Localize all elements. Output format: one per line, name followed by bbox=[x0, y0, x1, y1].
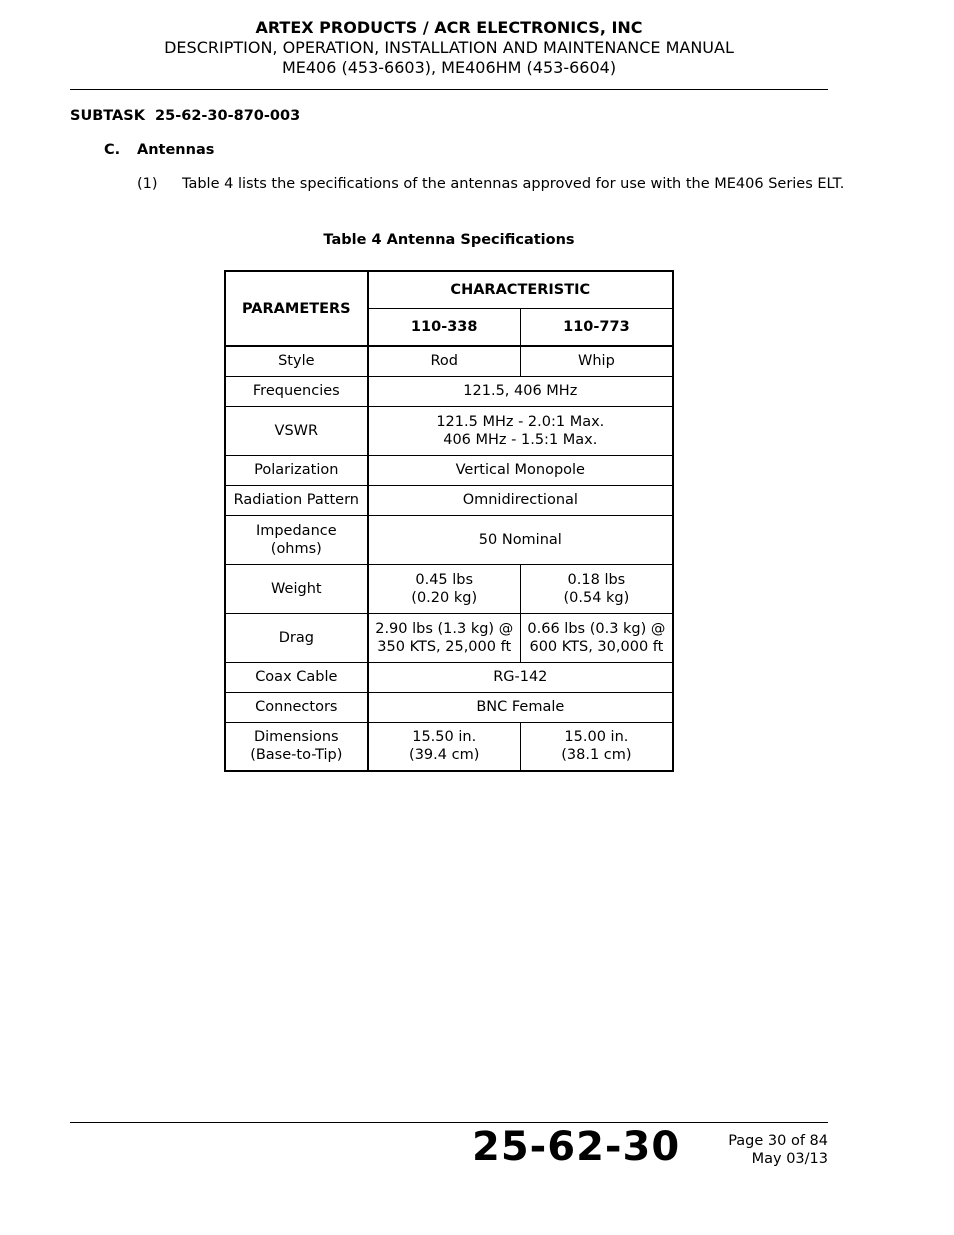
value-cell-110-773 bbox=[520, 564, 673, 613]
header-characteristic: CHARACTERISTIC bbox=[368, 271, 673, 308]
value-cell-shared bbox=[368, 455, 673, 485]
value-cell-shared bbox=[368, 692, 673, 722]
value-cell-shared-line: 406 MHz - 1.5:1 Max. bbox=[443, 431, 598, 448]
revision-date: May 03/13 bbox=[751, 1151, 828, 1167]
table-row bbox=[225, 613, 673, 662]
table-row bbox=[225, 564, 673, 613]
company-name: ARTEX PRODUCTS / ACR ELECTRONICS, INC bbox=[255, 18, 643, 37]
param-cell bbox=[225, 722, 368, 771]
value-cell-110-338-line: Rod bbox=[430, 353, 458, 370]
param-cell-line: Polarization bbox=[254, 462, 339, 478]
value-cell-110-773-line: (38.1 cm) bbox=[561, 747, 632, 764]
table-title: Table 4 Antenna Specifications bbox=[323, 232, 575, 248]
table-row bbox=[225, 485, 673, 515]
value-cell-110-338 bbox=[368, 613, 521, 662]
param-cell-line: (ohms) bbox=[270, 540, 322, 557]
value-cell-110-773-line: 0.18 lbs bbox=[567, 571, 626, 588]
value-cell-110-338-line: (39.4 cm) bbox=[409, 747, 480, 764]
table-row bbox=[225, 376, 673, 406]
table-row bbox=[225, 722, 673, 771]
value-cell-110-773-line: (0.54 kg) bbox=[563, 589, 630, 606]
value-cell-shared-line: Vertical Monopole bbox=[455, 462, 585, 478]
value-cell-110-773 bbox=[520, 613, 673, 662]
table-row bbox=[225, 346, 673, 376]
value-cell-110-338 bbox=[368, 346, 521, 376]
value-cell-110-773-line: 0.66 lbs (0.3 kg) @ bbox=[527, 620, 666, 637]
param-cell-line: Radiation Pattern bbox=[233, 492, 359, 508]
param-cell-line: Coax Cable bbox=[255, 669, 338, 685]
value-cell-110-338 bbox=[368, 722, 521, 771]
value-cell-shared bbox=[368, 485, 673, 515]
param-cell-line: Weight bbox=[271, 580, 322, 597]
value-cell-shared-line: 121.5, 406 MHz bbox=[463, 383, 578, 399]
document-header bbox=[70, 18, 828, 78]
value-cell-110-773-line: 15.00 in. bbox=[564, 729, 629, 746]
paragraph-number: (1) bbox=[137, 176, 158, 192]
param-cell bbox=[225, 455, 368, 485]
table-row bbox=[225, 406, 673, 455]
subtask-heading: SUBTASK 25-62-30-870-003 bbox=[70, 108, 301, 124]
paragraph-text: Table 4 lists the specifications of the antennas approved for use with the ME406 Series ELT. bbox=[182, 176, 845, 192]
value-cell-110-338-line: 2.90 lbs (1.3 kg) @ bbox=[375, 620, 514, 637]
param-cell-line: (Base-to-Tip) bbox=[250, 747, 343, 764]
footer-divider bbox=[70, 1122, 828, 1123]
value-cell-110-773-line: 600 KTS, 30,000 ft bbox=[529, 638, 664, 655]
param-cell bbox=[225, 515, 368, 564]
table-row bbox=[225, 515, 673, 564]
footer-chapter-code: 25-62-30 bbox=[472, 1124, 681, 1170]
param-cell-line: Drag bbox=[278, 629, 314, 646]
value-cell-110-338-line: (0.20 kg) bbox=[411, 589, 478, 606]
page-number: Page 30 of 84 bbox=[728, 1133, 828, 1149]
param-cell-line: Connectors bbox=[255, 699, 338, 715]
section-letter: C. bbox=[104, 142, 121, 158]
param-cell-line: Dimensions bbox=[253, 729, 339, 746]
param-cell-line: Impedance bbox=[255, 522, 337, 539]
value-cell-shared bbox=[368, 376, 673, 406]
table-row bbox=[225, 662, 673, 692]
value-cell-shared bbox=[368, 406, 673, 455]
table-row bbox=[225, 455, 673, 485]
value-cell-shared-line: BNC Female bbox=[476, 699, 565, 715]
table-row bbox=[225, 692, 673, 722]
param-cell-line: Style bbox=[278, 353, 315, 370]
value-cell-shared-line: 50 Nominal bbox=[478, 531, 562, 548]
param-cell bbox=[225, 564, 368, 613]
param-cell-line: VSWR bbox=[274, 422, 319, 439]
value-cell-shared-line: RG-142 bbox=[493, 669, 548, 685]
param-cell bbox=[225, 692, 368, 722]
paragraph bbox=[137, 176, 844, 192]
param-cell bbox=[225, 376, 368, 406]
value-cell-110-338 bbox=[368, 564, 521, 613]
header-divider bbox=[70, 89, 828, 90]
footer-page-info bbox=[728, 1132, 828, 1168]
table-body bbox=[225, 346, 673, 771]
header-parameters: PARAMETERS bbox=[225, 271, 368, 346]
param-cell bbox=[225, 662, 368, 692]
param-cell-line: Frequencies bbox=[252, 383, 340, 399]
manual-title: DESCRIPTION, OPERATION, INSTALLATION AND MAINTENANCE MANUAL bbox=[164, 38, 734, 57]
model-numbers: ME406 (453-6603), ME406HM (453-6604) bbox=[281, 58, 617, 77]
param-cell bbox=[225, 346, 368, 376]
value-cell-shared bbox=[368, 662, 673, 692]
header-col-b: 110-773 bbox=[520, 308, 673, 346]
value-cell-shared-line: Omnidirectional bbox=[462, 492, 578, 508]
value-cell-110-338-line: 350 KTS, 25,000 ft bbox=[377, 638, 512, 655]
param-cell bbox=[225, 406, 368, 455]
header-col-a: 110-338 bbox=[368, 308, 521, 346]
param-cell bbox=[225, 485, 368, 515]
section-title: Antennas bbox=[137, 142, 215, 158]
value-cell-shared bbox=[368, 515, 673, 564]
value-cell-110-773 bbox=[520, 722, 673, 771]
value-cell-110-773 bbox=[520, 346, 673, 376]
value-cell-110-338-line: 15.50 in. bbox=[412, 729, 477, 746]
value-cell-110-773-line: Whip bbox=[578, 353, 615, 370]
value-cell-110-338-line: 0.45 lbs bbox=[415, 571, 474, 588]
param-cell bbox=[225, 613, 368, 662]
section-heading bbox=[104, 142, 214, 158]
value-cell-shared-line: 121.5 MHz - 2.0:1 Max. bbox=[436, 413, 605, 430]
antenna-spec-table bbox=[224, 270, 674, 772]
